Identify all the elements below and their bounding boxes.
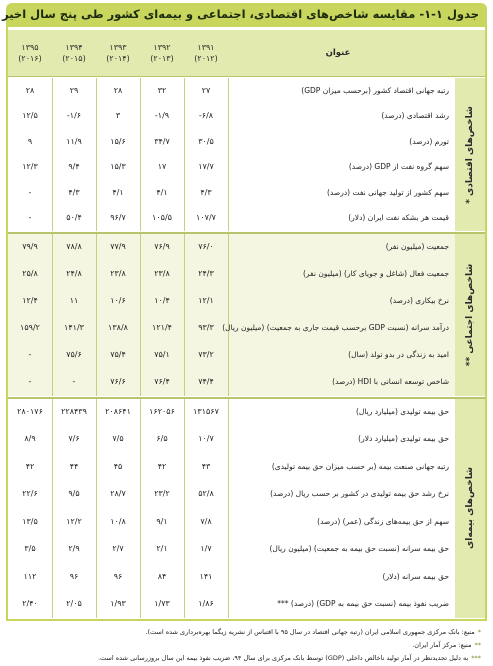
column-divider — [96, 398, 97, 618]
row-label: رتبه جهانی اقتصاد کشور (برحسب میزان GDP) — [301, 85, 449, 95]
table-cell: ۲/۹ — [68, 544, 80, 554]
table-cell: ۴/۳ — [68, 187, 80, 197]
table-cell: ۳/۵ — [24, 544, 36, 554]
section-title: شاخص‌های بیمه‌ای — [465, 467, 475, 549]
table-cell: ۳ — [115, 111, 121, 121]
column-divider — [140, 78, 141, 231]
table-cell: ۴۲ — [25, 461, 35, 471]
row-label: قیمت هر بشکه نفت ایران (دلار) — [348, 213, 449, 223]
section-label-economic — [455, 78, 485, 231]
section-label-insurance — [455, 398, 485, 618]
table-cell: - — [28, 213, 32, 223]
table-cell: ۲/۴۰ — [22, 599, 38, 609]
table-cell: ۲۳/۸ — [110, 268, 126, 278]
table-cell: ۲۷ — [201, 85, 211, 95]
table-cell: ۲۴/۳ — [198, 268, 214, 278]
table-cell: ۴/۳ — [200, 187, 212, 197]
header-year-1395: ۱۳۹۵ (۲۰۱۶) — [18, 43, 42, 63]
header-indicator: عنوان — [325, 48, 351, 58]
row-label: حق بیمه سرانه (نسبت حق بیمه به جمعیت) (میلیون ریال) — [269, 544, 449, 554]
table-cell: ۷۹/۹ — [22, 241, 38, 251]
table-cell: ۷/۸ — [200, 516, 212, 526]
row-label: سهم از حق بیمه‌های زندگی (عمر) (درصد) — [317, 516, 449, 526]
section-economic — [8, 78, 485, 231]
table-cell: ۲۳/۸ — [154, 268, 170, 278]
footnote-1: *منبع: بانک مرکزی جمهوری اسلامی ایران (رتبه جهانی اقتصاد در سال ۹۵ با اقتباس از نشریه زیگما بهره‌برداری شده است). — [145, 628, 481, 636]
header-year-1391: ۱۳۹۱ (۲۰۱۲) — [194, 43, 218, 63]
table-cell: ۵۰/۴ — [66, 213, 82, 223]
table-cell: ۹/۴ — [68, 162, 80, 172]
table-cell: ۲۲/۶ — [22, 489, 38, 499]
row-label: جمعیت فعال (شاغل و جویای کار) (میلیون نفر) — [302, 268, 449, 278]
table-cell: ۶/۵ — [156, 434, 168, 444]
table-cell: ۲۵/۸ — [22, 268, 38, 278]
table-title: جدول ۱-۱- مقایسه شاخص‌های اقتصادی، اجتماعی و بیمه‌ای کشور طی پنج سال اخیر — [2, 7, 479, 21]
table-cell: ۱/۷۳ — [154, 599, 170, 609]
table-cell: ۷۶/۹ — [154, 241, 170, 251]
table-cell: ۴/۱ — [112, 187, 124, 197]
table-cell: - — [28, 350, 32, 360]
header-year-1392: ۱۳۹۲ (۲۰۱۳) — [150, 43, 174, 63]
row-label: درآمد سرانه (نسبت GDP برحسب قیمت جاری به جمعیت) (میلیون ریال) — [222, 323, 449, 333]
table-cell: ۳۰/۵ — [198, 136, 214, 146]
table-cell: ۷۴/۴ — [198, 377, 214, 387]
table-cell: ۱۱۲ — [23, 571, 37, 581]
table-cell: ۱۲/۴ — [22, 295, 38, 305]
table-cell: ۸/۹ — [24, 434, 36, 444]
table-cell: ۴۳ — [201, 461, 211, 471]
row-label: حق بیمه تولیدی (میلیارد ریال) — [355, 406, 449, 416]
table-cell: ۲۳/۲ — [154, 489, 170, 499]
table-cell: ۳۲ — [157, 85, 167, 95]
footnote-3: ***به دلیل تجدیدنظر در آمار تولید ناخالص داخلی (GDP) توسط بانک مرکزی برای سال ۹۴، ضریب نفوذ بیمه این سال بروزرسانی شده است. — [97, 654, 481, 662]
table-cell: ۹۶ — [69, 571, 79, 581]
column-divider — [228, 398, 229, 618]
table-cell: ۹/۱ — [156, 516, 168, 526]
section-insurance — [8, 398, 485, 618]
table-cell: ۸۴ — [157, 571, 167, 581]
column-divider — [140, 233, 141, 396]
row-label: نرخ رشد حق بیمه تولیدی در کشور بر حسب ریال (درصد) — [270, 489, 449, 499]
section-title: شاخص‌های اجتماعی ** — [465, 263, 475, 366]
table-cell: ۲/۷ — [112, 544, 124, 554]
table-cell: ۵۲/۸ — [198, 489, 214, 499]
table-cell: ۴/۱ — [156, 187, 168, 197]
table-cell: ۱۲/۲ — [66, 516, 82, 526]
table-title-bar — [2, 3, 487, 25]
row-label: ضریب نفوذ بیمه (نسبت حق بیمه به GDP) (درصد) *** — [277, 599, 449, 609]
table-cell: ۱۷ — [157, 162, 167, 172]
table-cell: ۱۱ — [69, 295, 79, 305]
row-label: رتبه جهانی صنعت بیمه (بر حسب میزان حق بیمه تولیدی) — [271, 461, 449, 471]
table-cell: ۲۴/۸ — [66, 268, 82, 278]
row-label: رشد اقتصادی (درصد) — [381, 111, 449, 121]
table-cell: ۷۵/۱ — [154, 350, 170, 360]
table-cell: ۱۳۱۵۶۷ — [193, 406, 219, 416]
section-divider — [8, 232, 485, 234]
table-cell: ۱۲/۳ — [22, 162, 38, 172]
table-cell: ۷۵/۶ — [66, 350, 82, 360]
column-divider — [96, 78, 97, 231]
row-label: امید به زندگی در بدو تولد (سال) — [348, 350, 449, 360]
table-cell: ۳۴/۷ — [154, 136, 170, 146]
section-social — [8, 233, 485, 396]
table-cell: ۷۶/۶ — [110, 377, 126, 387]
section-title: شاخص‌های اقتصادی * — [465, 105, 476, 204]
row-label: سهم کشور از تولید جهانی نفت (درصد) — [326, 187, 449, 197]
table-cell: ۱/۸۶ — [198, 599, 214, 609]
table-cell: ۹۳/۳ — [198, 323, 214, 333]
row-label: تورم (درصد) — [409, 136, 449, 146]
column-divider — [52, 233, 53, 396]
header-year-1393: ۱۳۹۳ (۲۰۱۴) — [106, 43, 130, 63]
table-cell: ۹۶/۷ — [110, 213, 126, 223]
table-cell: ۲۹ — [69, 85, 79, 95]
table-cell: ۱۱/۹ — [66, 136, 82, 146]
column-divider — [228, 78, 229, 231]
row-label: جمعیت (میلیون نفر) — [385, 241, 449, 251]
table-cell: ۷۵/۴ — [110, 350, 126, 360]
column-divider — [228, 233, 229, 396]
table-cell: ۴۴ — [69, 461, 79, 471]
table-header — [8, 30, 485, 77]
table-cell: ۱۵/۳ — [110, 162, 126, 172]
table-cell: ۷/۶ — [68, 434, 80, 444]
table-cell: ۲۸/۷ — [110, 489, 126, 499]
table-cell: ۴۲ — [157, 461, 167, 471]
table-cell: ۷/۵ — [112, 434, 124, 444]
header-year-1394: ۱۳۹۴ (۲۰۱۵) — [62, 43, 86, 63]
table-cell: ۱۵۹/۲ — [20, 323, 40, 333]
table-cell: ۱۰/۶ — [110, 295, 126, 305]
row-label: سهم گروه نفت از GDP (درصد) — [348, 162, 449, 172]
table-cell: ۷۸/۸ — [66, 241, 82, 251]
table-cell: ۹ — [27, 136, 33, 146]
table-cell: ۱/۹۳ — [110, 599, 126, 609]
table-cell: ۴۵ — [113, 461, 123, 471]
table-cell: ۷۷/۹ — [110, 241, 126, 251]
table-cell: ۱۲۱/۴ — [152, 323, 172, 333]
table-cell: ۱۳۸/۸ — [108, 323, 128, 333]
table-cell: ۱۴۱ — [199, 571, 213, 581]
table-cell: - — [72, 377, 76, 387]
table-cell: -۱/۹ — [154, 111, 170, 121]
column-divider — [96, 233, 97, 396]
table-cell: ۲۸ — [25, 85, 35, 95]
row-label: حق بیمه تولیدی (میلیارد دلار) — [358, 434, 449, 444]
table-cell: ۲/۱ — [156, 544, 168, 554]
table-cell: ۱۲/۱ — [198, 295, 214, 305]
row-label: حق بیمه سرانه (دلار) — [382, 571, 449, 581]
section-label-social — [455, 233, 485, 396]
table-cell: ۱۲/۵ — [22, 111, 38, 121]
table-cell: ۹۶ — [113, 571, 123, 581]
column-divider — [184, 78, 185, 231]
table-cell: ۱/۷ — [200, 544, 212, 554]
table-cell: ۱۶۲۰۵۶ — [149, 406, 175, 416]
table-cell: ۱۴۱/۳ — [64, 323, 84, 333]
table-cell: ۱۵/۶ — [110, 136, 126, 146]
table-cell: ۱۰/۷ — [198, 434, 214, 444]
table-cell: ۲۸۰۱۷۶ — [17, 406, 43, 416]
table-cell: ۲/۰۵ — [66, 599, 82, 609]
section-divider — [8, 397, 485, 399]
column-divider — [52, 78, 53, 231]
table-cell: ۱۳/۵ — [22, 516, 38, 526]
column-divider — [184, 233, 185, 396]
table-cell: ۲۸ — [113, 85, 123, 95]
table-cell: ۷۳/۲ — [198, 350, 214, 360]
table-cell: - — [28, 187, 32, 197]
row-label: نرخ بیکاری (درصد) — [389, 295, 449, 305]
table-cell: ۷۶/۴ — [154, 377, 170, 387]
column-divider — [140, 398, 141, 618]
column-divider — [184, 398, 185, 618]
table-cell: -۶/۸ — [198, 111, 214, 121]
table-cell: ۱۷/۷ — [198, 162, 214, 172]
table-cell: ۱۰/۸ — [110, 516, 126, 526]
row-label: شاخص توسعه انسانی با HDI (درصد) — [332, 377, 449, 387]
table-cell: ۱۰۷/۷ — [196, 213, 216, 223]
table-cell: ۱۰/۴ — [154, 295, 170, 305]
table-cell: -۱/۶ — [66, 111, 82, 121]
table-cell: ۱۰۵/۵ — [152, 213, 172, 223]
column-divider — [52, 398, 53, 618]
table-cell: ۲۲۸۴۳۹ — [61, 406, 87, 416]
table-cell: ۹/۵ — [68, 489, 80, 499]
footnote-2: **منبع: مرکز آمار ایران. — [412, 641, 481, 649]
table-cell: ۲۰۸۶۴۱ — [105, 406, 131, 416]
table-cell: - — [28, 377, 32, 387]
table-cell: ۷۶/۰ — [198, 241, 214, 251]
